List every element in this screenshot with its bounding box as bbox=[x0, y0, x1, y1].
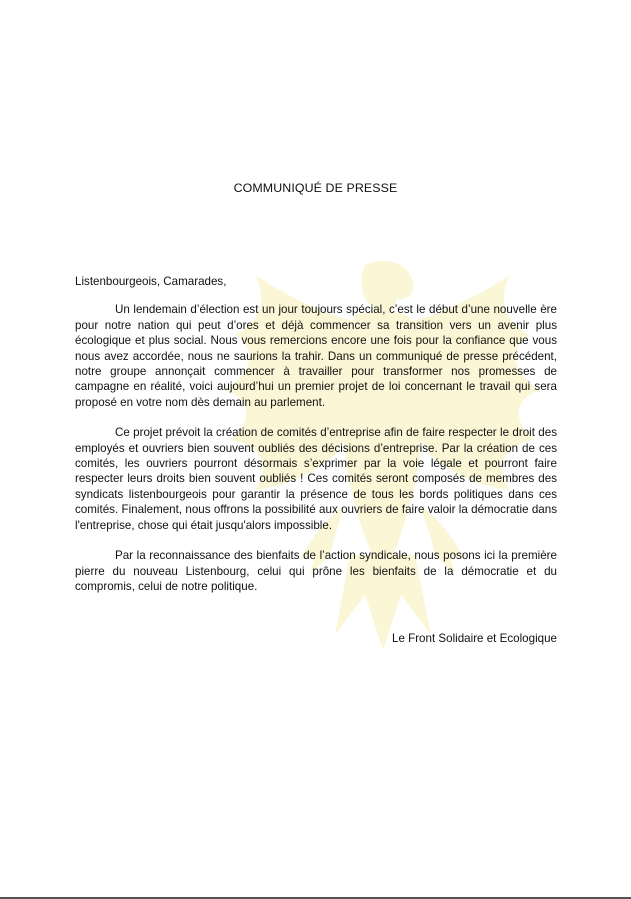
salutation: Listenbourgeois, Camarades, bbox=[75, 275, 227, 288]
signature: Le Front Solidaire et Ecologique bbox=[392, 632, 557, 645]
document-title: COMMUNIQUÉ DE PRESSE bbox=[233, 181, 398, 195]
paragraph-2: Ce projet prévoit la création de comités d’entreprise afin de faire respecter le droit des employés et ouvriers bien souvent oubliés des décisions d’entreprise. Par la création de ces comités, les ouvriers pourront désormais s’exprimer par la voie légale et pourront faire respecter leurs droits bien souvent oubliés ! Ces comités seront composés de membres des syndicats listenbourgeois pour garantir la présence de tous les bords politiques dans ces comités. Finalement, nous offrons la possibilité aux ouvriers de faire valoir la démocratie dans l'entreprise, chose qui était jusqu'alors impossible. bbox=[75, 426, 557, 532]
paragraph-1: Un lendemain d’élection est un jour toujours spécial, c’est le début d’une nouvelle ère pour notre nation qui peut d’ores et déjà commencer sa transition vers un avenir plus écologique et plus social. Nous vous remercions encore une fois pour la confiance que vous nous avez accordée, nous ne saurions la trahir. Dans un communiqué de presse précédent, notre groupe annonçait commencer à travailler pour transformer nos promesses de campagne en réalité, voici aujourd’hui un premier projet de loi concernant le travail qui sera proposé en votre nom dès demain au parlement. bbox=[75, 303, 557, 409]
paragraph-3: Par la reconnaissance des bienfaits de l’action syndicale, nous posons ici la première pierre du nouveau Listenbourg, celui qui prône les bienfaits de la démocratie et du compromis, celui de notre politique. bbox=[75, 549, 557, 593]
document-body bbox=[75, 274, 557, 609]
